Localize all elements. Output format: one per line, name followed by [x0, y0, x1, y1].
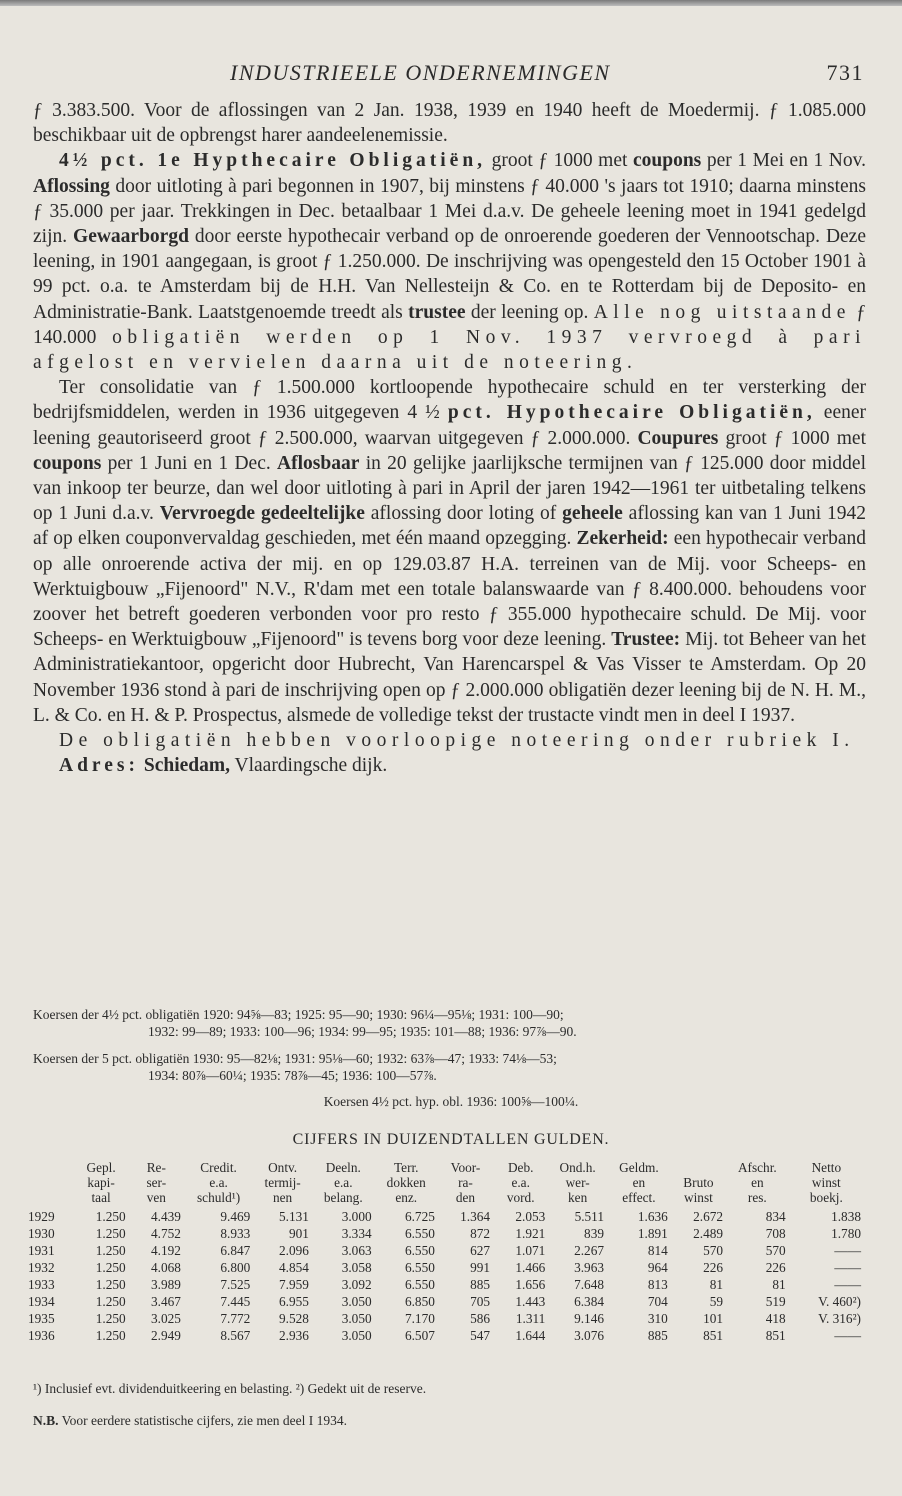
paragraph-4: De obligatiën hebben voorloopige noteering onder rubriek I.: [59, 730, 855, 752]
bond-title-2: pct. Hypothecaire Obligatiën,: [447, 402, 816, 424]
year-cell: 1934: [28, 1294, 55, 1309]
table-cell: 1.311: [515, 1311, 546, 1326]
table-cell: 851: [765, 1328, 786, 1343]
table-cell: 6.847: [220, 1243, 251, 1258]
table-cell: 570: [703, 1243, 724, 1258]
table-cell: 839: [584, 1226, 604, 1241]
year-cell: 1933: [28, 1277, 55, 1292]
table-cell: 708: [765, 1226, 786, 1241]
table-cell: 851: [703, 1328, 724, 1343]
table-cell: 9.528: [279, 1311, 309, 1326]
paragraph-2: 4½ pct. 1e Hypthecaire Obligatiën, groot ƒ 1000 met coupons per 1 Mei en 1 Nov. Aflossing door uitloting à pari begonnen in 1907, bij minstens ƒ 40.000 's jaars tot 1910; daarna minstens ƒ 35.000 per jaar. Trekkingen in Dec. betaalbaar 1 Mei d.a.v. De geheele leening moet in 1941 gedelgd zijn. Gewaarborgd door eerste hypothecair verband op de onroerende goederen der Vennootschap. Deze leening, in 1901 aangegaan, is groot ƒ 1.250.000. De inschrijving was opengesteld den 15 October 1901 à 99 pct. o.a. te Amsterdam bij de H.H. Van Nellesteijn & Co. en te Rotterdam bij de Deposito- en Administratie-Bank. Laatstgenoemde treedt als trustee der leening op. Alle nog uitstaande ƒ 140.000 obligatiën werden op 1 Nov. 1937 vervroegd à pari afgelost en vervielen daarna uit de noteering.: [33, 150, 867, 374]
table-cell: 3.989: [150, 1277, 181, 1292]
table-header-cell: [28, 1190, 73, 1208]
year-cell: 1932: [28, 1260, 55, 1275]
table-cell: 6.550: [404, 1260, 435, 1275]
year-cell: 1936: [28, 1328, 55, 1343]
financial-table: [28, 1160, 864, 1344]
table-cell: 2.489: [693, 1226, 724, 1241]
table-header-cell: Credit.: [200, 1160, 237, 1175]
table-cell: 7.959: [279, 1277, 309, 1292]
table-header-cell: belang.: [323, 1190, 363, 1205]
table-cell: 1.071: [515, 1243, 546, 1258]
table-cell: 1.250: [95, 1328, 126, 1343]
table-cell: 1.443: [515, 1294, 546, 1309]
table-cell: ——: [834, 1243, 861, 1258]
page-number: 731: [826, 60, 864, 85]
bond-title-1: 4½ pct. 1e Hypthecaire Obligatiën,: [59, 150, 487, 172]
table-cell: 1.466: [515, 1260, 546, 1275]
table-cell: 1.921: [515, 1226, 546, 1241]
table-cell: 6.725: [404, 1209, 435, 1224]
table-cell: 901: [289, 1226, 309, 1241]
table-header-cell: en: [632, 1175, 646, 1190]
table-header-cell: e.a.: [334, 1175, 353, 1190]
quotes-4-5pct: Koersen der 4½ pct. obligatiën 1920: 94⅝—83; 1925: 95—90; 1930: 96¼—95⅛; 1931: 100—90; 1932: 99—89; 1933: 100—96; 1934: 99—95; 1935: 101—88; 1936: 97⅞—90.: [33, 1007, 577, 1039]
quotes-5pct: Koersen der 5 pct. obligatiën 1930: 95—82⅛; 1931: 95⅛—60; 1932: 63⅞—47; 1933: 74⅛—53; 1934: 80⅞—60¼; 1935: 78⅞—45; 1936: 100—57⅞.: [33, 1051, 557, 1083]
table-row: [28, 1259, 864, 1276]
table-cell: 1.891: [637, 1226, 668, 1241]
table-cell: 1.250: [95, 1311, 126, 1326]
table-header-cell: Geldm.: [619, 1160, 659, 1175]
table-header-cell: Voor-: [450, 1160, 481, 1175]
table-header-cell: Bruto: [683, 1175, 714, 1190]
table-cell: 885: [470, 1277, 491, 1292]
table-header-cell: dokken: [386, 1175, 426, 1190]
table-header-cell: termij-: [264, 1175, 301, 1190]
table-header-cell: wer-: [565, 1175, 590, 1190]
table-cell: 3.050: [341, 1294, 372, 1309]
table-cell: 8.933: [220, 1226, 251, 1241]
table-cell: 627: [470, 1243, 491, 1258]
table-cell: 2.267: [574, 1243, 604, 1258]
table-header-cell: schuld¹): [197, 1190, 241, 1205]
table-header-cell: e.a.: [209, 1175, 228, 1190]
table-cell: 704: [647, 1294, 668, 1309]
table-cell: 964: [647, 1260, 668, 1275]
table-row: [28, 1327, 864, 1344]
table-cell: 310: [647, 1311, 668, 1326]
table-title: CIJFERS IN DUIZENDTALLEN GULDEN.: [292, 1131, 610, 1148]
table-cell: 6.800: [220, 1260, 251, 1275]
quotes-hyp-obl: Koersen 4½ pct. hyp. obl. 1936: 100⅝—100¼.: [323, 1094, 579, 1109]
running-title: INDUSTRIEELE ONDERNEMINGEN: [230, 60, 611, 85]
table-row: [28, 1208, 864, 1225]
table-row: [28, 1276, 864, 1293]
table-header-cell: ven: [146, 1190, 166, 1205]
table-cell: 4.192: [150, 1243, 181, 1258]
table-cell: 2.096: [279, 1243, 309, 1258]
table-header-cell: Re-: [146, 1160, 166, 1175]
table-header-cell: boekj.: [809, 1190, 843, 1205]
table-header-cell: ra-: [458, 1175, 473, 1190]
table-cell: 1.838: [831, 1209, 861, 1224]
table-cell: 1.364: [460, 1209, 491, 1224]
table-cell: 226: [703, 1260, 724, 1275]
table-cell: 7.170: [404, 1311, 435, 1326]
table-cell: 6.955: [279, 1294, 309, 1309]
table-header-cell: den: [455, 1190, 476, 1205]
table-cell: 991: [470, 1260, 491, 1275]
table-header-cell: effect.: [622, 1190, 656, 1205]
table-cell: 7.772: [220, 1311, 251, 1326]
table-header-cell: [28, 1175, 73, 1190]
table-cell: 3.076: [574, 1328, 604, 1343]
page-header: [35, 60, 864, 90]
table-cell: 3.092: [341, 1277, 372, 1292]
address-line: Adres: Schiedam, Vlaardingsche dijk.: [59, 755, 388, 777]
table-cell: ——: [834, 1277, 861, 1292]
table-header-cell: [671, 1160, 726, 1175]
table-cell: 7.648: [574, 1277, 604, 1292]
table-cell: 9.469: [220, 1209, 251, 1224]
table-cell: 1.250: [95, 1226, 126, 1241]
table-cell: 6.384: [574, 1294, 604, 1309]
table-header-cell: Afschr.: [737, 1160, 777, 1175]
table-header-cell: Ontv.: [268, 1160, 298, 1175]
table-cell: 5.511: [574, 1209, 604, 1224]
table-cell: 885: [647, 1328, 668, 1343]
table-row: [28, 1242, 864, 1259]
table-cell: 7.445: [220, 1294, 251, 1309]
table-header-cell: e.a.: [511, 1175, 530, 1190]
table-cell: 3.050: [341, 1328, 372, 1343]
table-cell: 6.550: [404, 1277, 435, 1292]
year-cell: 1931: [28, 1243, 55, 1258]
table-cell: 418: [765, 1311, 786, 1326]
table-cell: 3.025: [150, 1311, 181, 1326]
table-cell: ——: [834, 1328, 861, 1343]
table-row: [28, 1310, 864, 1327]
table-cell: 101: [703, 1311, 724, 1326]
table-header-cell: kapi-: [87, 1175, 115, 1190]
table-cell: 9.146: [574, 1311, 604, 1326]
table-header-cell: nen: [273, 1190, 293, 1205]
table-cell: 2.936: [279, 1328, 309, 1343]
table-cell: V. 460²): [818, 1294, 861, 1309]
table-header-cell: Netto: [811, 1160, 842, 1175]
table-header-cell: en: [751, 1175, 764, 1190]
table-cell: 2.672: [693, 1209, 724, 1224]
table-cell: 3.334: [341, 1226, 372, 1241]
table-header-cell: ken: [568, 1190, 588, 1205]
table-cell: 872: [470, 1226, 491, 1241]
table-cell: 3.063: [341, 1243, 372, 1258]
paragraph-3: Ter consolidatie van ƒ 1.500.000 kortloopende hypothecaire schuld en ter versterking der bedrijfsmiddelen, werden in 1936 uitgegeven 4 ½ pct. Hypothecaire Obligatiën, eener leening geautoriseerd groot ƒ 2.500.000, waarvan uitgegeven ƒ 2.000.000. Coupures groot ƒ 1000 met coupons per 1 Juni en 1 Dec. Aflosbaar in 20 gelijke jaarlijksche termijnen van ƒ 125.000 door middel van inkoop ter beurze, dan wel door uitloting à pari in April der jaren 1942—1961 ter uitbetaling telkens op 1 Juni d.a.v. Vervroegde gedeeltelijke aflossing door loting of geheele aflossing kan van 1 Juni 1942 af op elken couponvervaldag geschieden, met één maand opzegging. Zekerheid: een hypothecair verband op alle onroerende activa der mij. en op 129.03.87 H.A. terreinen van de Mij. voor Scheeps- en Werktuigbouw „Fijenoord" N.V., R'dam met een totale balanswaarde van ƒ 8.400.000. behoudens voor zoover het betreft goederen verbonden voor pro resto ƒ 355.000 hypothecaire schuld. De Mij. voor Scheeps- en Werktuigbouw „Fijenoord" is tevens borg voor deze leening. Trustee: Mij. tot Beheer van het Administratiekantoor, opgericht door Hubrecht, Van Harencarspel & Vas Visser te Amsterdam. Op 20 November 1936 stond à pari de inschrijving open op ƒ 2.000.000 obligatiën dezer leening bij de N. H. M., L. & Co. en H. & P. Prospectus, alsmede de volledige tekst der trustacte vindt men in deel I 1937.: [33, 377, 867, 726]
table-cell: 5.131: [279, 1209, 309, 1224]
body-text: [33, 98, 866, 778]
table-cell: 2.949: [150, 1328, 181, 1343]
table-cell: 6.550: [404, 1226, 435, 1241]
table-cell: 814: [647, 1243, 668, 1258]
table-header-cell: enz.: [395, 1190, 418, 1205]
table-cell: 3.000: [341, 1209, 372, 1224]
table-header-cell: Gepl.: [86, 1160, 116, 1175]
table-cell: 547: [470, 1328, 491, 1343]
table-cell: 4.068: [150, 1260, 181, 1275]
table-cell: 7.525: [220, 1277, 251, 1292]
table-cell: 4.854: [279, 1260, 309, 1275]
table-cell: 570: [765, 1243, 786, 1258]
year-cell: 1930: [28, 1226, 55, 1241]
table-header-cell: ser-: [146, 1175, 167, 1190]
table-cell: 1.250: [95, 1243, 126, 1258]
table-cell: 519: [765, 1294, 786, 1309]
table-cell: 1.780: [831, 1226, 861, 1241]
table-cell: 1.636: [637, 1209, 668, 1224]
table-cell: 705: [470, 1294, 491, 1309]
year-cell: 1929: [28, 1209, 55, 1224]
table-cell: 1.250: [95, 1260, 126, 1275]
table-cell: 6.507: [404, 1328, 435, 1343]
table-cell: 1.250: [95, 1277, 126, 1292]
table-header-cell: Ond.h.: [559, 1160, 596, 1175]
table-header-cell: winst: [684, 1190, 713, 1205]
table-cell: 81: [772, 1277, 786, 1292]
table-header-cell: Deeln.: [325, 1160, 361, 1175]
scan-edge: [0, 0, 902, 6]
table-cell: 813: [647, 1277, 668, 1292]
table-cell: 59: [709, 1294, 724, 1309]
table-cell: 226: [765, 1260, 786, 1275]
table-cell: 81: [709, 1277, 724, 1292]
nb-note: N.B. Voor eerdere statistische cijfers, zie men deel I 1934.: [33, 1413, 348, 1428]
table-cell: 6.850: [404, 1294, 435, 1309]
year-cell: 1935: [28, 1311, 55, 1326]
table-cell: 6.550: [404, 1243, 435, 1258]
table-cell: 3.467: [150, 1294, 181, 1309]
table-cell: 8.567: [220, 1328, 251, 1343]
table-header-cell: vord.: [506, 1190, 535, 1205]
table-cell: 834: [765, 1209, 786, 1224]
table-cell: ——: [834, 1260, 861, 1275]
table-cell: 4.439: [150, 1209, 181, 1224]
table-cell: 3.058: [341, 1260, 372, 1275]
table-cell: 1.250: [95, 1294, 126, 1309]
table-cell: 4.752: [150, 1226, 181, 1241]
table-header-cell: [28, 1160, 73, 1175]
table-row: [28, 1293, 864, 1310]
table-cell: 3.050: [341, 1311, 372, 1326]
table-header-cell: Terr.: [393, 1160, 419, 1175]
table-row: [28, 1225, 864, 1242]
paragraph-1: ƒ 3.383.500. Voor de aflossingen van 2 Jan. 1938, 1939 en 1940 heeft de Moedermij. ƒ 1.085.000 beschikbaar uit de opbrengst harer aandeelenemissie.: [33, 100, 866, 147]
table-cell: 1.644: [515, 1328, 546, 1343]
table-cell: 2.053: [515, 1209, 546, 1224]
table-header-cell: res.: [747, 1190, 767, 1205]
table-cell: 3.963: [574, 1260, 604, 1275]
table-cell: V. 316²): [818, 1311, 861, 1326]
table-cell: 586: [470, 1311, 491, 1326]
table-header-cell: taal: [91, 1190, 111, 1205]
table-cell: 1.656: [515, 1277, 546, 1292]
table-cell: 1.250: [95, 1209, 126, 1224]
table-footnotes: ¹) Inclusief evt. dividenduitkeering en belasting. ²) Gedekt uit de reserve.: [33, 1381, 427, 1396]
table-header-cell: winst: [811, 1175, 841, 1190]
table-header-cell: Deb.: [507, 1160, 534, 1175]
